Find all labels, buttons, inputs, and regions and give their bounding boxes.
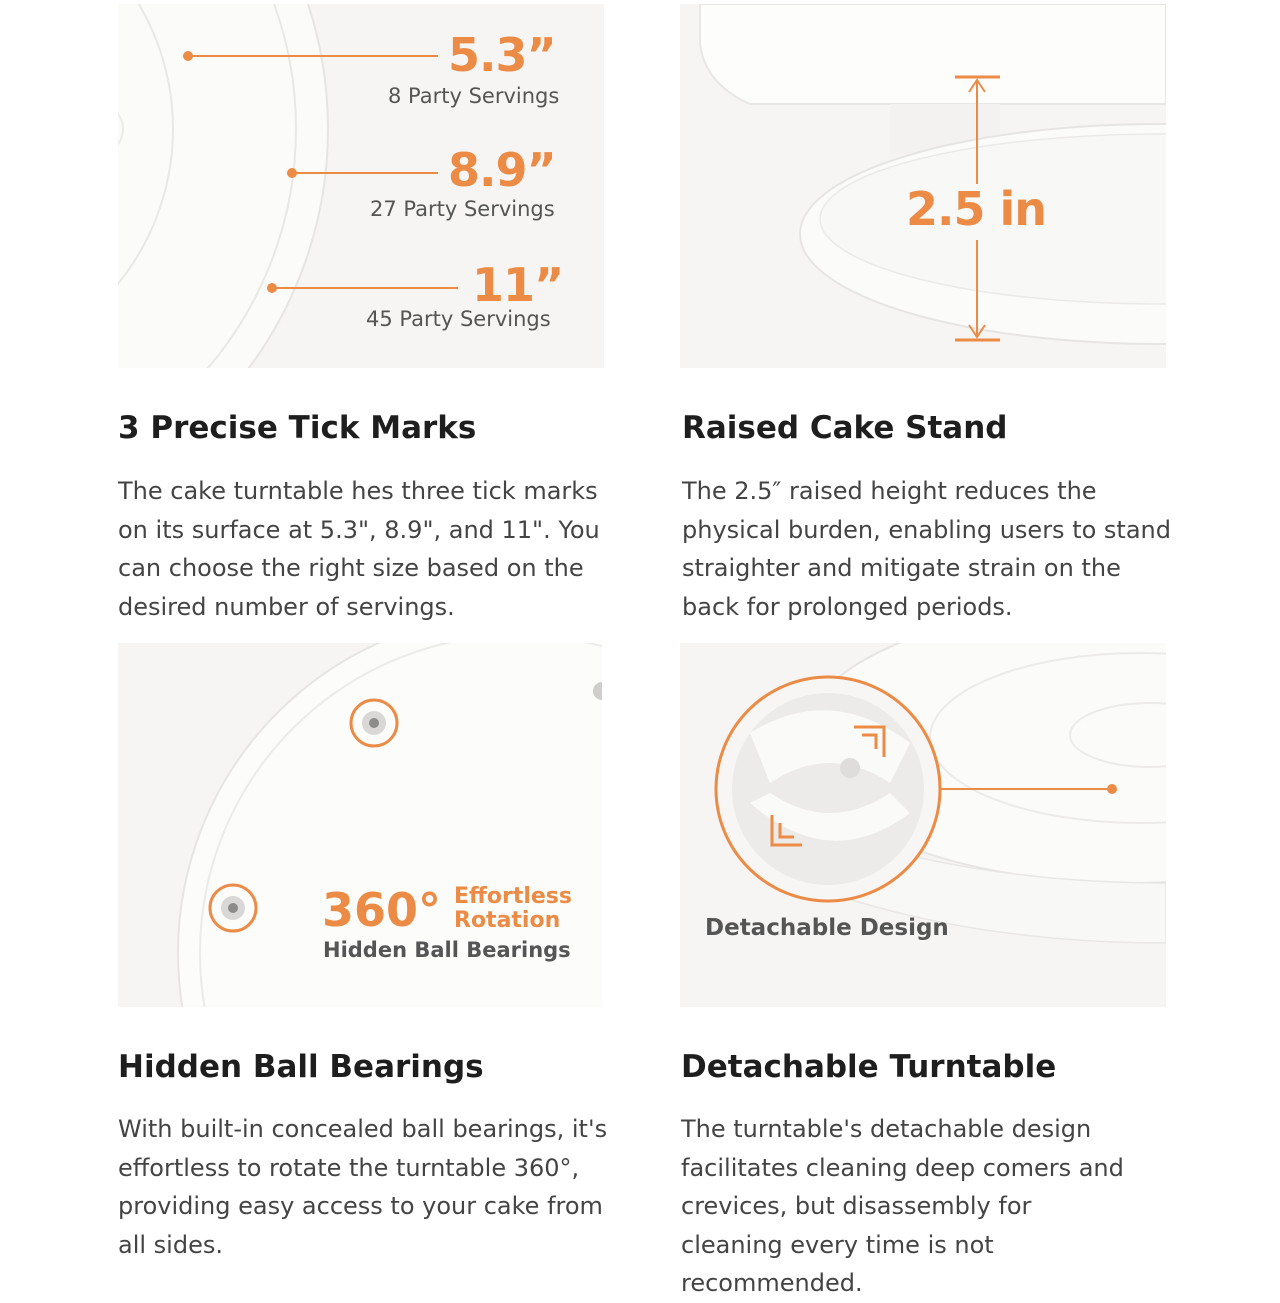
- height-label: 2.5 in: [906, 182, 1047, 236]
- servings-label-2: 27 Party Servings: [370, 197, 555, 221]
- feature-text-tick-marks: The cake turntable hes three tick marks on its surface at 5.3", 8.9", and 11". You can choose the right size based on the desired number of servings.: [118, 477, 600, 621]
- size-value-2: 8.9”: [448, 143, 556, 197]
- feature-title-tick-marks: 3 Precise Tick Marks: [118, 410, 477, 446]
- servings-label-3: 45 Party Servings: [366, 307, 551, 331]
- rotation-line-1: Effortless: [454, 884, 572, 909]
- tick-marks-image: [118, 4, 604, 368]
- feature-title-ball-bearings: Hidden Ball Bearings: [118, 1049, 484, 1085]
- raised-stand-image: [680, 4, 1166, 368]
- ball-bearings-caption: Hidden Ball Bearings: [323, 938, 571, 962]
- feature-title-detachable: Detachable Turntable: [681, 1049, 1057, 1085]
- detachable-illustration: [680, 643, 1166, 1007]
- feature-text-raised-stand: The 2.5″ raised height reduces the physical burden, enabling users to stand straighter and mitigate strain on the back for prolonged periods.: [682, 477, 1171, 621]
- feature-text-detachable: The turntable's detachable design facilitates cleaning deep comers and crevices, but disassembly for cleaning every time is not recommended.: [681, 1115, 1124, 1297]
- ball-bearings-image: [118, 643, 602, 1007]
- size-value-3: 11”: [472, 258, 564, 312]
- detachable-caption: Detachable Design: [705, 915, 949, 941]
- size-value-1: 5.3”: [448, 28, 556, 82]
- feature-title-raised-stand: Raised Cake Stand: [682, 410, 1008, 446]
- rotation-line-2: Rotation: [454, 908, 561, 933]
- detachable-image: [680, 643, 1166, 1007]
- feature-text-ball-bearings: With built-in concealed ball bearings, it's effortless to rotate the turntable 360°, providing easy access to your cake from all sides.: [118, 1115, 608, 1259]
- servings-label-1: 8 Party Servings: [388, 84, 560, 108]
- rotation-degree: 360°: [322, 883, 442, 937]
